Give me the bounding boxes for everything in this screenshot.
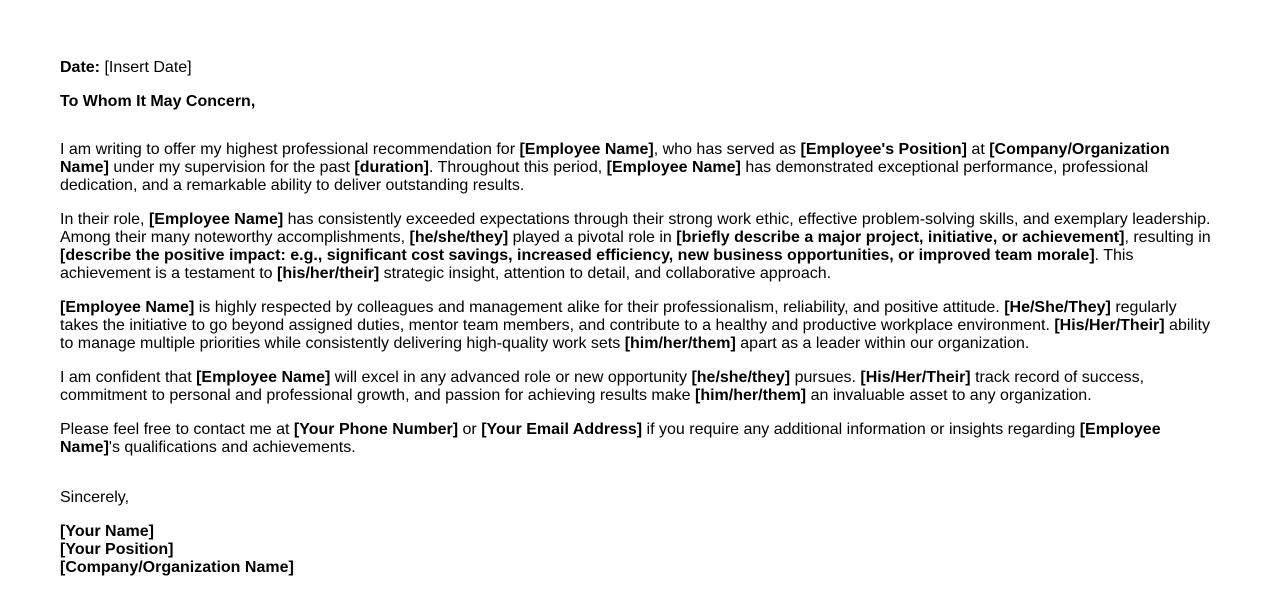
paragraph-text: Please feel free to contact me at xyxy=(60,421,294,438)
placeholder-field: [he/she/they] xyxy=(691,369,791,386)
signature-name: [Your Name] xyxy=(60,523,154,540)
paragraph-text: is highly respected by colleagues and management alike for their professionalism, reliability, and positive attitude. xyxy=(194,299,1005,316)
paragraph-text: will excel in any advanced role or new opportunity xyxy=(330,369,692,386)
placeholder-field: [his/her/their] xyxy=(277,265,380,282)
paragraph-text: In their role, xyxy=(60,211,149,228)
paragraph-text: apart as a leader within our organization. xyxy=(735,335,1030,352)
paragraph-text: . Throughout this period, xyxy=(429,159,607,176)
placeholder-field: [he/she/they] xyxy=(409,229,509,246)
placeholder-field: [Employee Name] xyxy=(196,369,331,386)
body-paragraph-5 xyxy=(60,421,1218,457)
paragraph-text: strategic insight, attention to detail, and collaborative approach. xyxy=(379,265,832,282)
placeholder-field: [Company/Organization Name] xyxy=(60,141,1170,176)
paragraph-text: has demonstrated exceptional performance, professional dedication, and a remarkable ability to deliver outstanding results. xyxy=(60,159,1149,194)
paragraph-text: , resulting in xyxy=(1124,229,1211,246)
placeholder-field: [His/Her/Their] xyxy=(860,369,971,386)
placeholder-field: [Employee Name] xyxy=(60,421,1161,456)
date-label: Date: xyxy=(60,59,101,76)
paragraph-text: under my supervision for the past xyxy=(108,159,355,176)
placeholder-field: [describe the positive impact: e.g., significant cost savings, increased efficiency, new business opportunities, or improved team morale] xyxy=(60,247,1095,264)
placeholder-field: [Employee Name] xyxy=(606,159,741,176)
salutation-text: To Whom It May Concern, xyxy=(60,93,256,110)
closing: Sincerely, xyxy=(60,489,130,506)
paragraph-text: , who has served as xyxy=(653,141,801,158)
paragraph-text: an invaluable asset to any organization. xyxy=(806,387,1092,404)
paragraph-text: . This achievement is a testament to xyxy=(60,247,1134,282)
placeholder-field: [Your Phone Number] xyxy=(293,421,459,438)
paragraph-text: at xyxy=(966,141,990,158)
signature-position: [Your Position] xyxy=(60,541,174,558)
paragraph-text: I am confident that xyxy=(60,369,197,386)
paragraph-text: or xyxy=(458,421,482,438)
signature-organization: [Company/Organization Name] xyxy=(60,559,294,576)
paragraph-text: pursues. xyxy=(790,369,861,386)
placeholder-field: [Employee Name] xyxy=(60,299,195,316)
body-paragraph-4 xyxy=(60,369,1218,405)
body-paragraph-1 xyxy=(60,141,1218,195)
placeholder-field: [He/She/They] xyxy=(1004,299,1111,316)
placeholder-field: [him/her/them] xyxy=(695,387,807,404)
date-value: [Insert Date] xyxy=(104,59,192,76)
placeholder-field: [him/her/them] xyxy=(624,335,736,352)
paragraph-text: track record of success, commitment to personal and professional growth, and passion for achieving results make xyxy=(60,369,1145,404)
placeholder-field: [Employee Name] xyxy=(148,211,284,228)
paragraph-text: has consistently exceeded expectations through their strong work ethic, effective problem-solving skills, and exemplary leadership. Among their many noteworthy accomplishments, xyxy=(60,211,1211,246)
body-paragraph-3 xyxy=(60,299,1218,353)
paragraph-text: I am writing to offer my highest professional recommendation for xyxy=(60,141,520,158)
placeholder-field: [Employee Name] xyxy=(519,141,654,158)
paragraph-text: played a pivotal role in xyxy=(508,229,677,246)
paragraph-text: if you require any additional information or insights regarding xyxy=(642,421,1080,438)
placeholder-field: [briefly describe a major project, initiative, or achievement] xyxy=(676,229,1125,246)
paragraph-text: 's qualifications and achievements. xyxy=(108,439,356,456)
placeholder-field: [Employee's Position] xyxy=(800,141,967,158)
placeholder-field: [duration] xyxy=(354,159,430,176)
salutation xyxy=(60,93,1218,111)
placeholder-field: [His/Her/Their] xyxy=(1054,317,1165,334)
date-line xyxy=(60,59,1218,77)
body-paragraph-2 xyxy=(60,211,1218,283)
paragraph-text: ability to manage multiple priorities while consistently delivering high-quality work sets xyxy=(60,317,1210,352)
placeholder-field: [Your Email Address] xyxy=(481,421,643,438)
signature-block xyxy=(60,523,1218,577)
paragraph-text: regularly takes the initiative to go beyond assigned duties, mentor team members, and contribute to a healthy and productive workplace environment. xyxy=(60,299,1177,334)
